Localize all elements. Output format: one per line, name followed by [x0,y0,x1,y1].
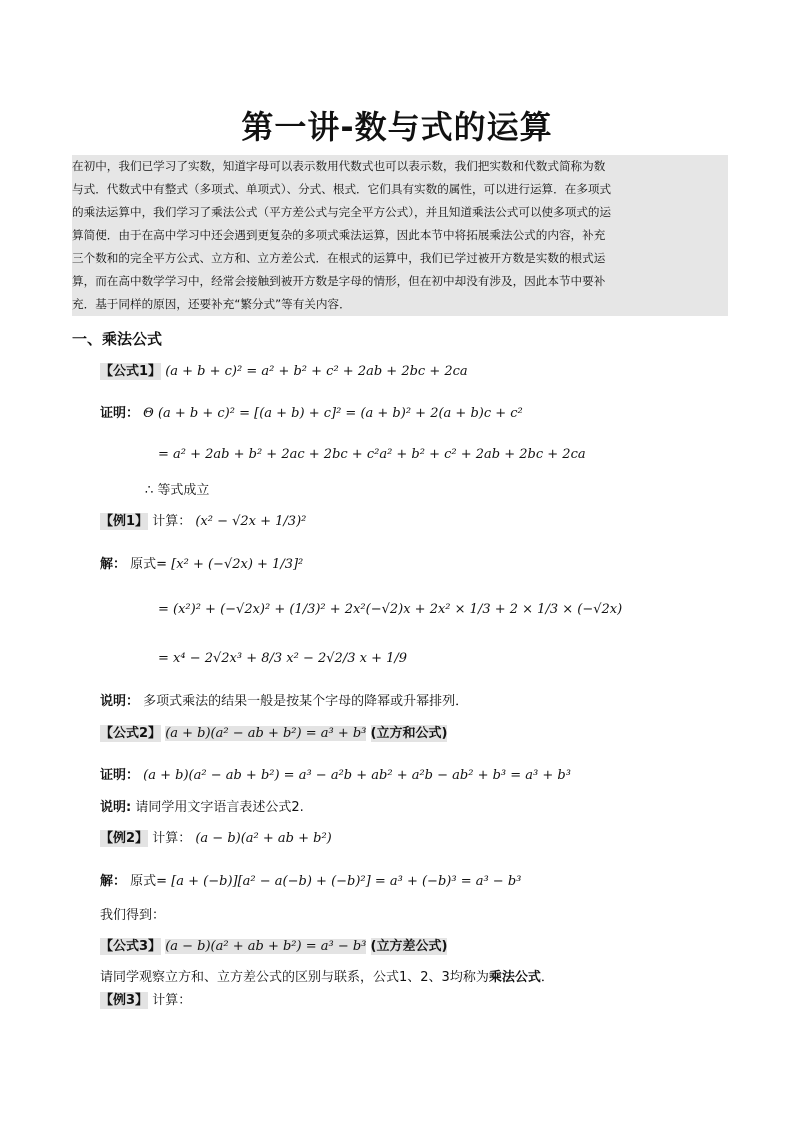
proof-1-expr-1: Θ (a + b + c)² = [(a + b) + c]² = (a + b)² + 2(a + b)c + c² [143,406,523,421]
note-label: 说明： [100,694,140,709]
solution-1-expr-1: [x² + (−√2x) + 1/3]² [171,557,304,572]
example-2-expr: (a − b)(a² + ab + b²) [195,831,332,846]
intro-line: 充．基于同样的原因，还要补充“繁分式”等有关内容． [72,297,351,311]
intro-line: 算简便．由于在高中学习中还会遇到更复杂的多项式乘法运算，因此本节中将拓展乘法公式的内容，补充 [72,228,606,242]
example-3-tag: 【例3】 [100,993,149,1008]
example-2-text: 计算： [152,831,192,846]
note-2 [100,796,304,815]
section-heading: 一、乘法公式 [72,330,163,348]
example-1 [100,510,306,529]
solution-2-text: 原式= [130,874,168,889]
solution-2 [100,870,521,889]
solution-1-line-2 [158,602,622,617]
we-get-text: 我们得到： [100,908,166,923]
proof-1-line-1 [100,402,523,421]
example-3 [100,989,191,1008]
proof-1-conclusion: ∴ 等式成立 [145,483,210,498]
proof-label: 证明： [100,768,140,783]
solution-label: 解： [100,557,127,572]
observe-text-b: 乘法公式 [488,970,541,985]
formula-3 [100,935,447,954]
formula-3-name: (立方差公式) [370,939,448,954]
example-2-tag: 【例2】 [100,831,149,846]
solution-2-expr: [a + (−b)][a² − a(−b) + (−b)²] = a³ + (−b)³ = a³ − b³ [171,874,522,889]
formula-1 [100,360,468,379]
note-2-label: 说明: [100,800,132,815]
intro-line: 算，而在高中数学学习中，经常会接触到被开方数是字母的情形，但在初中却没有涉及，因此本节中要补 [72,274,606,288]
observe-text-a: 请同学观察立方和、立方差公式的区别与联系，公式1、2、3均称为 [100,970,489,985]
intro-paragraph [72,155,728,316]
formula-2-name: (立方和公式) [370,726,448,741]
intro-line: 三个数和的完全平方公式、立方和、立方差公式．在根式的运算中，我们已学过被开方数是实数的根式运 [72,251,606,265]
observe-text [100,966,554,985]
observe-text-c: ． [540,970,554,985]
example-1-expr: (x² − √2x + 1/3)² [195,514,307,529]
solution-1-expr-3: = x⁴ − 2√2x³ + 8/3 x² − 2√2/3 x + 1/9 [158,651,408,666]
proof-2 [100,764,571,783]
solution-label: 解： [100,874,127,889]
proof-1-expr-2: = a² + 2ab + b² + 2ac + 2bc + c²a² + b² + c² + 2ab + 2bc + 2ca [158,447,586,462]
intro-line: 与式．代数式中有整式（多项式、单项式）、分式、根式．它们具有实数的属性，可以进行运算．在多项式 [72,182,612,196]
note-1 [100,690,468,709]
example-1-tag: 【例1】 [100,514,149,529]
page-title: 第一讲-数与式的运算 [241,108,553,146]
intro-line: 在初中，我们已学习了实数，知道字母可以表示数用代数式也可以表示数，我们把实数和代数式简称为数 [72,159,606,173]
proof-2-expr: (a + b)(a² − ab + b²) = a³ − a²b + ab² + a²b − ab² + b³ = a³ + b³ [143,768,571,783]
formula-1-expr: (a + b + c)² = a² + b² + c² + 2ab + 2bc + 2ca [165,364,468,379]
proof-label: 证明： [100,406,140,421]
solution-1-line-3 [158,651,407,666]
proof-1-line-2 [158,447,586,462]
note-2-text: 请同学用文字语言表述公式2. [135,800,304,815]
example-2 [100,827,332,846]
formula-1-tag: 【公式1】 [100,364,162,379]
formula-3-expr: (a − b)(a² + ab + b²) = a³ − b³ [165,939,367,954]
solution-1-line-1 [100,553,303,572]
example-3-text: 计算： [152,993,192,1008]
formula-2-expr: (a + b)(a² − ab + b²) = a³ + b³ [165,726,367,741]
solution-1-text: 原式= [130,557,168,572]
note-1-text: 多项式乘法的结果一般是按某个字母的降幂或升幂排列． [143,694,469,709]
example-1-text: 计算： [152,514,192,529]
solution-1-expr-2: = (x²)² + (−√2x)² + (1/3)² + 2x²(−√2)x + 2x² × 1/3 + 2 × 1/3 × (−√2x) [158,602,623,617]
formula-3-tag: 【公式3】 [100,939,162,954]
intro-line: 的乘法运算中，我们学习了乘法公式（平方差公式与完全平方公式），并且知道乘法公式可以使多项式的运 [72,205,612,219]
formula-2 [100,722,447,741]
formula-2-tag: 【公式2】 [100,726,162,741]
